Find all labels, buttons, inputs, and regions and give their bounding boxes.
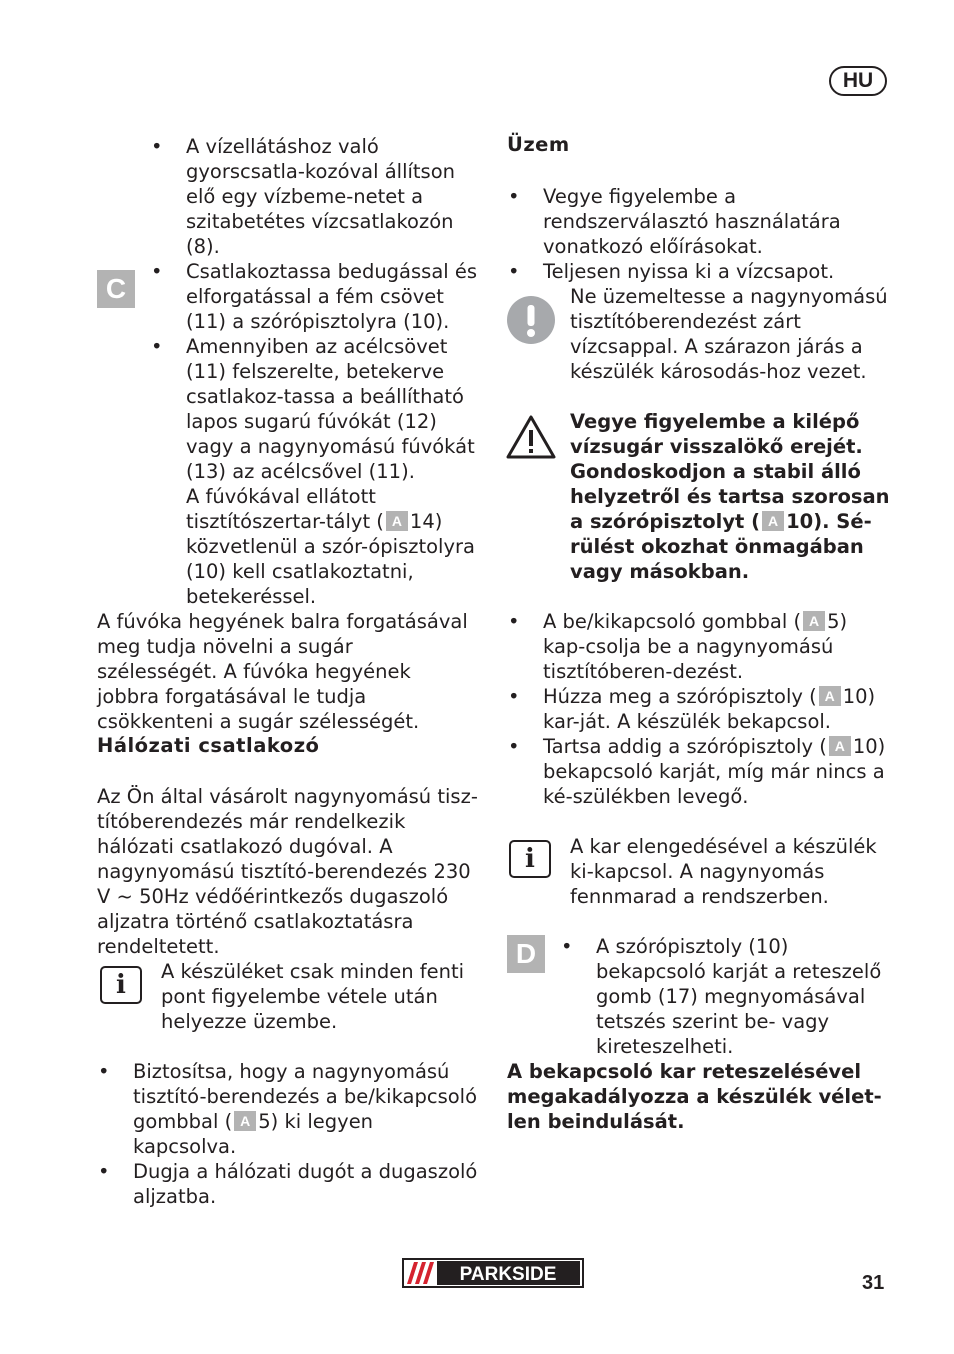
info-icon: i <box>100 966 142 1004</box>
item-text-after: 5) kap-csolja be a nagynyomású tisztítóberen-dezést. <box>543 610 848 683</box>
item-text-after: 5) ki legyen kapcsolva. <box>133 1110 374 1158</box>
step-c-marker: C <box>97 270 135 308</box>
item-text-before: Tartsa addig a szórópisztoly ( <box>543 735 827 758</box>
caution-icon <box>507 296 555 344</box>
caution-note: Ne üzemeltesse a nagynyomású tisztítóberendezést zárt vízcsappal. A szárazon járás a készülék károsodás-hoz vezet. <box>570 285 888 383</box>
list-item: • A szórópisztoly (10) bekapcsoló karját a reteszelő gomb (17) megnyomásával tetszés szerint be- vagy kireteszelheti. <box>560 934 892 1059</box>
info-icon: i <box>509 840 551 878</box>
note-text-before: A fúvókával ellátott tisztítószertar-tályt ( <box>186 485 384 533</box>
list-item: • Teljesen nyissa ki a vízcsapot. <box>507 259 892 284</box>
page-number: 31 <box>862 1272 885 1294</box>
lock-warning-paragraph: A bekapcsoló kar reteszelésével megakadályozza a készülék vélet-len beindulását. <box>507 1060 882 1133</box>
section-heading-operation: Üzem <box>507 133 570 156</box>
figure-ref-a: A <box>234 1111 256 1131</box>
note-text-after: 14) közvetlenül a szór-ópisztolyra (10) kell csatlakoztatni, betekeréssel. <box>186 510 475 608</box>
section-heading-mains: Hálózati csatlakozó <box>97 734 320 757</box>
parkside-logo <box>402 1258 584 1288</box>
item-text-after: 10) bekapcsoló karját, míg már nincs a ké-szülékben levegő. <box>543 735 886 808</box>
assembly-list <box>150 259 482 484</box>
operation-list <box>507 184 892 284</box>
list-item: • Csatlakoztassa bedugással és elforgatással a fém csövet (11) a szórópisztolyra (10). <box>150 259 482 334</box>
list-item <box>507 684 892 734</box>
item-text-before: Biztosítsa, hogy a nagynyomású tisztító-berendezés a be/kikapcsoló gombbal ( <box>133 1060 478 1133</box>
item-text-after: 10) kar-ját. A készülék bekapcsol. <box>543 685 876 733</box>
item-text-before: Húzza meg a szórópisztoly ( <box>543 685 817 708</box>
language-badge: HU <box>829 66 887 96</box>
figure-ref-a: A <box>829 736 851 756</box>
switch-list <box>507 609 892 809</box>
setup-list <box>150 134 480 259</box>
figure-ref-a: A <box>819 686 841 706</box>
info-note: A kar elengedésével a készülék ki-kapcsol. A nagynyomás fennmarad a rendszerben. <box>570 835 877 908</box>
figure-ref-a: A <box>762 511 784 531</box>
nozzle-paragraph: A fúvóka hegyének balra forgatásával meg tudja növelni a sugár szélességét. A fúvóka hegyének jobbra forgatásával le tudja csökkenteni a sugár szélességét. <box>97 610 468 733</box>
detergent-tank-note <box>186 484 482 609</box>
warning-triangle-icon <box>505 414 557 460</box>
list-item <box>507 734 892 809</box>
warning-text-after: 10). Sé-rülést okozhat önmagában vagy másokban. <box>570 510 872 583</box>
item-text-before: A be/kikapcsoló gombbal ( <box>543 610 802 633</box>
lock-list <box>560 934 892 1059</box>
list-item: • Dugja a hálózati dugót a dugaszoló aljzatba. <box>97 1159 482 1209</box>
figure-ref-a: A <box>386 511 408 531</box>
mains-paragraph: Az Ön által vásárolt nagynyomású tisz-títóberendezés már rendelkezik hálózati csatlakozó dugóval. A nagynyomású tisztító-berendezés 230 V ~ 50Hz védőérintkezős dugaszoló aljzatra történő csatlakoztatásra rendeltetett. <box>97 785 478 958</box>
warning-text-before: Vegye figyelembe a kilépő vízsugár visszalökő erejét. Gondoskodjon a stabil álló helyzetről és tartsa szorosan a szórópisztolyt ( <box>570 410 890 533</box>
list-item <box>97 1059 482 1159</box>
figure-ref-a: A <box>803 611 825 631</box>
warning-note <box>570 409 892 584</box>
logo-text: PARKSIDE <box>459 1264 557 1285</box>
info-note: A készüléket csak minden fenti pont figyelembe vétele után helyezze üzembe. <box>161 960 465 1033</box>
power-list <box>97 1059 482 1209</box>
list-item: • A vízellátáshoz való gyorscsatla-kozóval állítson elő egy vízbeme-netet a szitabetétes vízcsatlakozón (8). <box>150 134 480 259</box>
step-d-marker: D <box>507 935 545 973</box>
list-item: • Amennyiben az acélcsövet (11) felszerelte, betekerve csatlakoz-tassa a beállítható lapos sugarú fúvókát (12) vagy a nagynyomású fúvókát (13) az acélcsővel (11). <box>150 334 482 484</box>
list-item: • Vegye figyelembe a rendszerválasztó használatára vonatkozó előírásokat. <box>507 184 892 259</box>
list-item <box>507 609 892 684</box>
